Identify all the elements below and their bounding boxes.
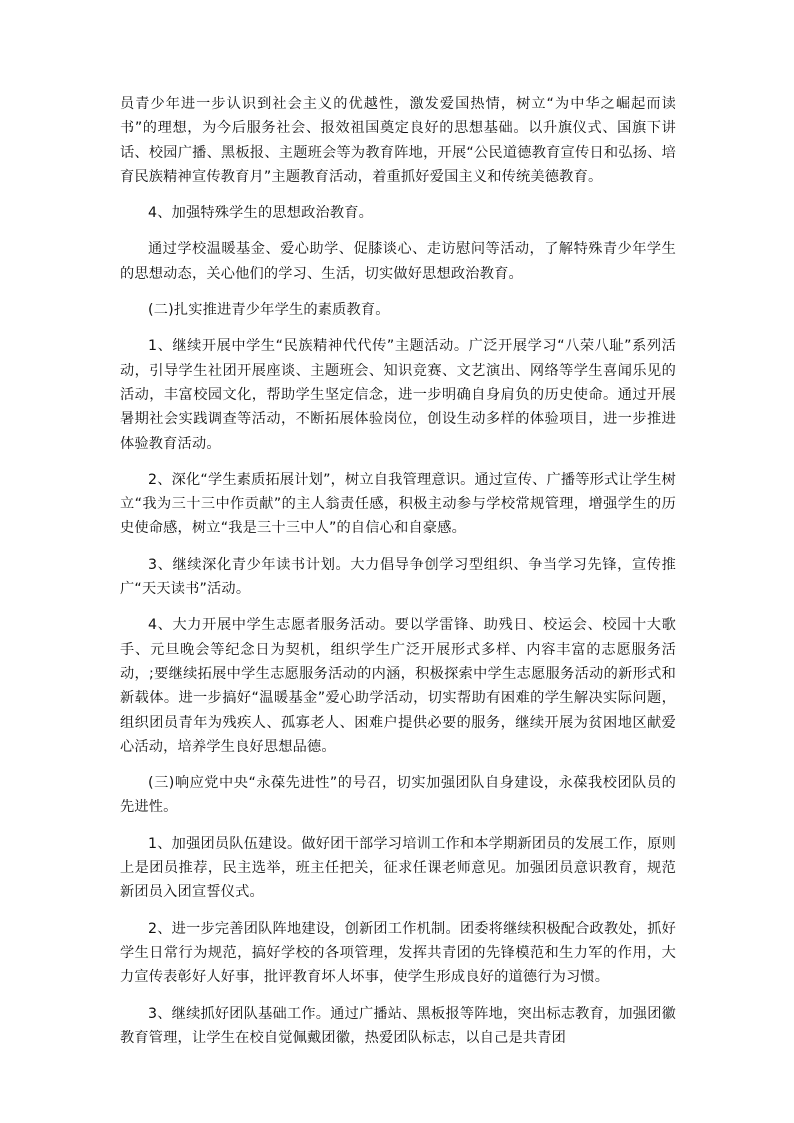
paragraph: 3、继续抓好团队基础工作。通过广播站、黑板报等阵地，突出标志教育，加强团徽教育管理，让学生在校自觉佩戴团徽，热爱团队标志，以自己是共青团 [120, 1005, 676, 1046]
paragraph: 4、大力开展中学生志愿者服务活动。要以学雷锋、助残日、校运会、校园十大歌手、元旦晚会等纪念日为契机，组织学生广泛开展形式多样、内容丰富的志愿服务活动，;要继续拓展中学生志愿服务活动的内涵，积极探索中学生志愿服务活动的新形式和新载体。进一步搞好“温暖基金”爱心助学活动，切实帮助有困难的学生解决实际问题，组织团员青年为残疾人、孤寡老人、困难户提供必要的服务，继续开展为贫困地区献爱心活动，培养学生良好思想品德。 [120, 617, 676, 755]
paragraph: 1、继续开展中学生“民族精神代代传”主题活动。广泛开展学习“八荣八耻”系列活动，引导学生社团开展座谈、主题班会、知识竞赛、文艺演出、网络等学生喜闻乐见的活动，丰富校园文化，帮助学生坚定信念，进一步明确自身肩负的历史使命。通过开展暑期社会实践调查等活动，不断拓展体验岗位，创设生动多样的体验项目，进一步推进体验教育活动。 [120, 338, 676, 452]
paragraph: 2、深化“学生素质拓展计划”，树立自我管理意识。通过宣传、广播等形式让学生树立“我为三十三中作贡献”的主人翁责任感，积极主动参与学校常规管理，增强学生的历史使命感，树立“我是三十三中人”的自信心和自豪感。 [120, 471, 676, 537]
paragraph: 员青少年进一步认识到社会主义的优越性，激发爱国热情，树立“为中华之崛起而读书”的理想，为今后服务社会、报效祖国奠定良好的思想基础。以升旗仪式、国旗下讲话、校园广播、黑板报、主题班会等为教育阵地，开展“公民道德教育宣传日和弘扬、培育民族精神宣传教育月”主题教育活动，着重抓好爱国主义和传统美德教育。 [120, 96, 676, 185]
paragraph: 1、加强团员队伍建设。做好团干部学习培训工作和本学期新团员的发展工作，原则上是团员推荐，民主选举，班主任把关，征求任课老师意见。加强团员意识教育，规范新团员入团宣誓仪式。 [120, 835, 676, 901]
section-heading: (二)扎实推进青少年学生的素质教育。 [148, 302, 390, 319]
document-page [120, 92, 676, 1062]
section-heading: (三)响应党中央“永葆先进性”的号召，切实加强团队自身建设，永葆我校团队员的先进性。 [120, 775, 676, 816]
paragraph: 2、进一步完善团队阵地建设，创新团工作机制。团委将继续积极配合政教处，抓好学生日常行为规范，搞好学校的各项管理，发挥共青团的先锋模范和生力军的作用，大力宣传表彰好人好事，批评教育坏人坏事，使学生形成良好的道德行为习惯。 [120, 920, 676, 986]
paragraph: 通过学校温暖基金、爱心助学、促膝谈心、走访慰问等活动，了解特殊青少年学生的思想动态，关心他们的学习、生活，切实做好思想政治教育。 [120, 241, 676, 282]
paragraph: 3、继续深化青少年读书计划。大力倡导争创学习型组织、争当学习先锋，宣传推广“天天读书”活动。 [120, 556, 676, 598]
paragraph: 4、加强特殊学生的思想政治教育。 [148, 205, 374, 222]
